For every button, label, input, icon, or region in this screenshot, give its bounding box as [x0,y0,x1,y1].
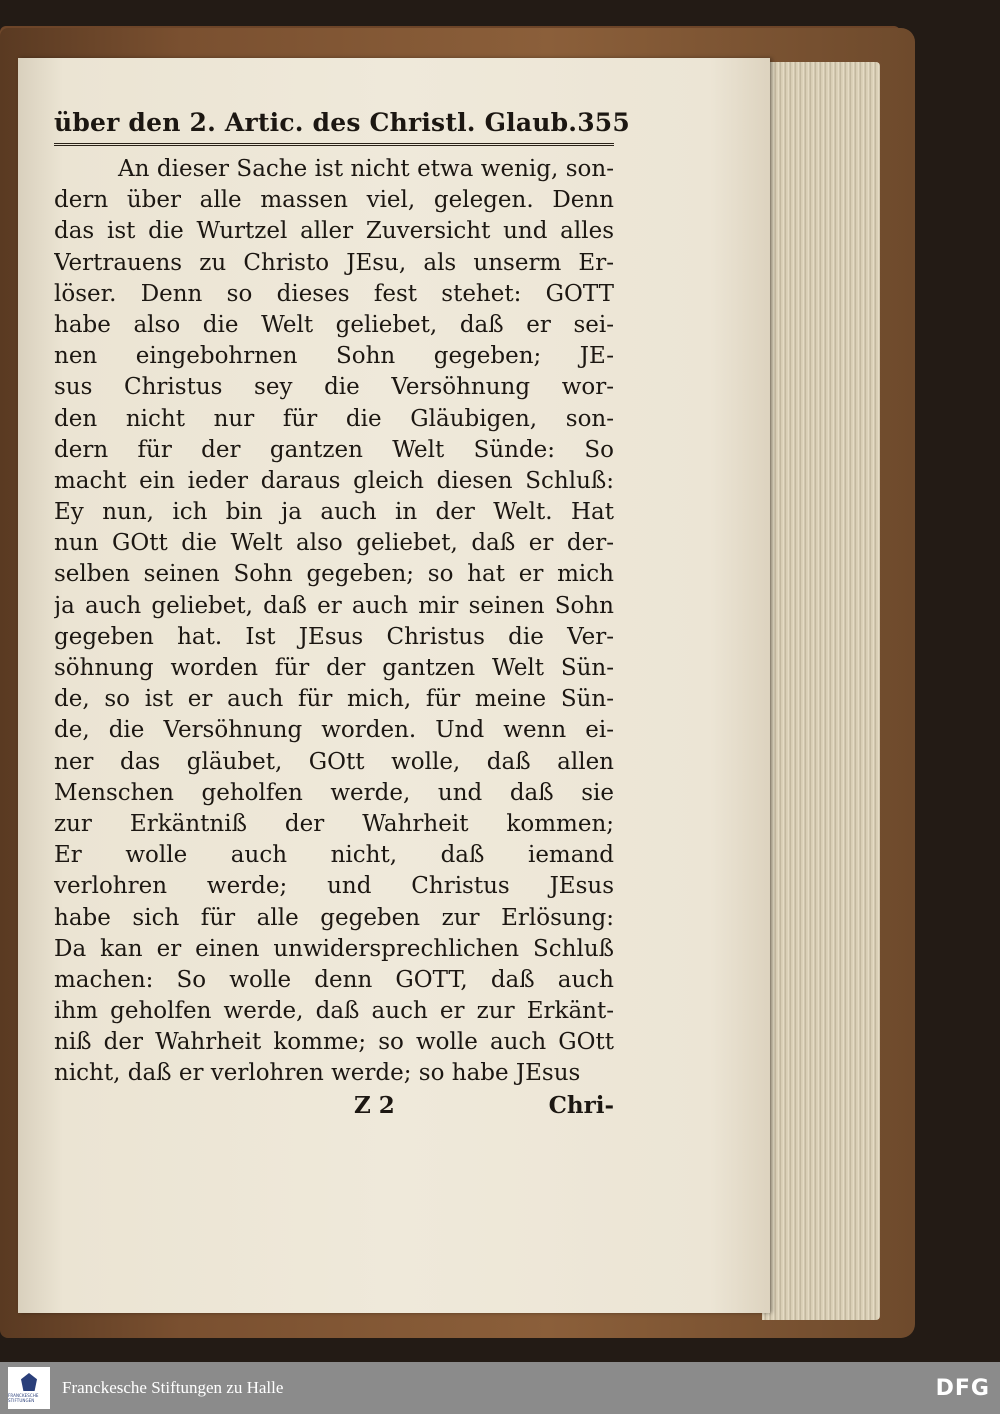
text-line: An dieser Sache ist nicht etwa wenig, son- [118,156,614,182]
text-line: habe also die Welt geliebet, daß er sei- [54,311,614,338]
franckesche-logo[interactable] [8,1367,50,1409]
text-line: niß der Wahrheit komme; so wolle auch GOtt [54,1029,614,1056]
book-page [18,58,770,1313]
text-line: selben seinen Sohn gegeben; so hat er mich [54,561,614,588]
catchword: Chri- [548,1091,614,1119]
text-line: dern über alle massen viel, gelegen. Denn [54,187,614,214]
running-head-title: über den 2. Artic. des Christl. Glaub. [54,108,578,137]
text-line: den nicht nur für die Gläubigen, son- [54,405,614,432]
head-rule [54,143,614,150]
signature-mark: Z 2 [354,1091,395,1119]
text-line: macht ein ieder daraus gleich diesen Schluß: [54,467,614,494]
text-line: dern für der gantzen Welt Sünde: So [54,436,614,463]
dfg-logo[interactable]: DFG [935,1375,990,1401]
text-line: ner das gläubet, GOtt wolle, daß allen [54,748,614,775]
footer-bar [0,1362,1000,1414]
text-line: de, so ist er auch für mich, für meine Sün- [54,686,614,713]
body-text [54,154,614,1090]
text-block [54,108,630,1119]
text-line: nun GOtt die Welt also geliebet, daß er der- [54,530,614,557]
text-line: Er wolle auch nicht, daß iemand [54,842,614,869]
text-line: verlohren werde; und Christus JEsus [54,873,614,900]
page-edges [762,62,880,1320]
text-line: söhnung worden für der gantzen Welt Sün- [54,655,614,681]
page-number: 355 [577,108,630,137]
text-line: ihm geholfen werde, daß auch er zur Erkänt- [54,998,614,1025]
text-line: nicht, daß er verlohren werde; so habe JEsus [54,1060,581,1087]
text-line: habe sich für alle gegeben zur Erlösung: [54,904,614,931]
text-line: machen: So wolle denn GOTT, daß auch [54,966,614,993]
text-line: gegeben hat. Ist JEsus Christus die Ver- [54,623,614,650]
text-line: Da kan er einen unwidersprechlichen Schluß [54,935,614,962]
emblem-icon [21,1373,37,1391]
text-line: das ist die Wurtzel aller Zuversicht und alles [54,218,614,245]
text-line: de, die Versöhnung worden. Und wenn ei- [54,717,614,744]
institution-name[interactable]: Franckesche Stiftungen zu Halle [62,1378,284,1397]
text-line: Ey nun, ich bin ja auch in der Welt. Hat [54,499,614,526]
text-line: sus Christus sey die Versöhnung wor- [54,374,614,401]
running-head [54,108,630,137]
text-line: ja auch geliebet, daß er auch mir seinen Sohn [54,592,614,619]
text-line: zur Erkäntniß der Wahrheit kommen; [54,810,614,837]
text-line: Menschen geholfen werde, und daß sie [54,779,614,806]
text-line: nen eingebohrnen Sohn gegeben; JE- [54,343,614,370]
logo-text: FRANCKESCHE STIFTUNGEN [8,1393,39,1403]
page-footer [54,1092,614,1119]
text-line: löser. Denn so dieses fest stehet: GOTT [54,280,614,307]
text-line: Vertrauens zu Christo JEsu, als unserm Er- [54,249,614,276]
